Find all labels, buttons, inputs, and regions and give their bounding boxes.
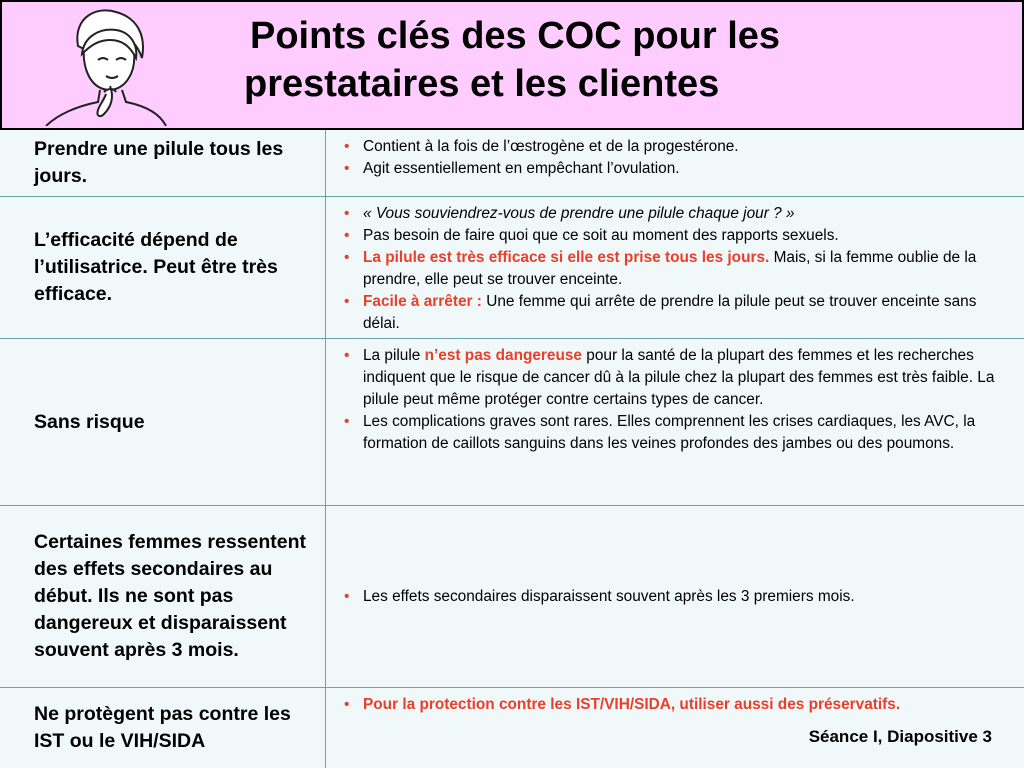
bullet-list (337, 203, 1002, 335)
row-details-cell (327, 197, 1024, 338)
bullet-emphasis: n’est pas dangereuse (424, 347, 582, 364)
bullet-emphasis: Facile à arrêter : (363, 293, 482, 310)
bullet-icon: • (344, 227, 350, 244)
bullet-text: Les complications graves sont rares. Elles comprennent les crises cardiaques, les AVC, la formation de caillots sanguins dans les veines profondes des jambes ou des poumons. (363, 413, 976, 452)
row-label-cell (0, 339, 326, 505)
bullet-text: « Vous souviendrez-vous de prendre une pilule chaque jour ? » (363, 205, 795, 222)
row-label: Prendre une pilule tous les jours. (34, 138, 284, 187)
bullet-list (337, 345, 1002, 455)
bullet-icon: • (344, 413, 350, 430)
bullet-list (337, 694, 1002, 716)
slide-header (0, 0, 1024, 130)
bullet-text: Les effets secondaires disparaissent souvent après les 3 premiers mois. (363, 587, 855, 605)
list-item (337, 203, 1002, 225)
row-details-cell (327, 506, 1024, 687)
row-label: Certaines femmes ressentent des effets secondaires au début. Ils ne sont pas dangereux et disparaissent souvent après 3 mois. (34, 531, 307, 661)
table-row (0, 130, 1024, 197)
bullet-icon: • (344, 249, 350, 266)
bullet-text: pour la santé de la plupart des femmes et les recherches indiquent que le risque de cancer dû à la pilule chez la plupart des femmes est très faible. La pilule peut même protéger contre certains types de cancer. (363, 347, 995, 408)
bullet-text: Agit essentiellement en empêchant l’ovulation. (363, 160, 680, 177)
bullet-icon: • (344, 138, 350, 155)
row-label: L’efficacité dépend de l’utilisatrice. Peut être très efficace. (34, 229, 278, 305)
list-item (337, 225, 1002, 247)
table-row (0, 339, 1024, 506)
bullet-emphasis: La pilule est très efficace si elle est prise tous les jours. (363, 249, 770, 266)
bullet-icon: • (344, 347, 350, 364)
bullet-list (337, 136, 1002, 180)
row-label-cell (0, 506, 326, 687)
list-item (337, 345, 1002, 411)
bullet-text: Pas besoin de faire quoi que ce soit au moment des rapports sexuels. (363, 227, 839, 244)
bullet-list (337, 586, 855, 608)
key-points-table (0, 130, 1024, 768)
bullet-icon: • (344, 696, 350, 713)
bullet-emphasis: Pour la protection contre les IST/VIH/SIDA, utiliser aussi des préservatifs. (363, 696, 901, 713)
bullet-icon: • (344, 587, 350, 605)
table-row (0, 197, 1024, 339)
row-details-cell (327, 339, 1024, 505)
list-item (337, 411, 1002, 455)
list-item (337, 291, 1002, 335)
table-row (0, 506, 1024, 688)
row-label-cell (0, 130, 326, 196)
list-item (337, 586, 855, 608)
list-item (337, 158, 1002, 180)
row-label: Ne protègent pas contre les IST ou le VIH/SIDA (34, 703, 291, 752)
bullet-text: Contient à la fois de l’œstrogène et de la progestérone. (363, 138, 739, 155)
bullet-icon: • (344, 160, 350, 177)
list-item (337, 136, 1002, 158)
slide-title (244, 12, 944, 108)
row-label-cell (0, 197, 326, 338)
list-item (337, 247, 1002, 291)
bullet-icon: • (344, 293, 350, 310)
thinking-woman-icon (38, 6, 168, 126)
bullet-text: Mais, si la femme oublie de la prendre, elle peut se trouver enceinte. (363, 249, 977, 288)
row-details-cell (327, 130, 1024, 196)
slide-title-line1: Points clés des COC pour les (250, 15, 781, 57)
slide-title-line2: prestataires et les clientes (244, 63, 720, 105)
row-label: Sans risque (34, 410, 145, 433)
bullet-icon: • (344, 205, 350, 222)
list-item (337, 694, 1002, 716)
bullet-text: La pilule (363, 347, 425, 364)
row-label-cell (0, 688, 326, 768)
slide-number: Séance I, Diapositive 3 (808, 727, 992, 746)
bullet-text: Une femme qui arrête de prendre la pilule peut se trouver enceinte sans délai. (363, 293, 977, 332)
